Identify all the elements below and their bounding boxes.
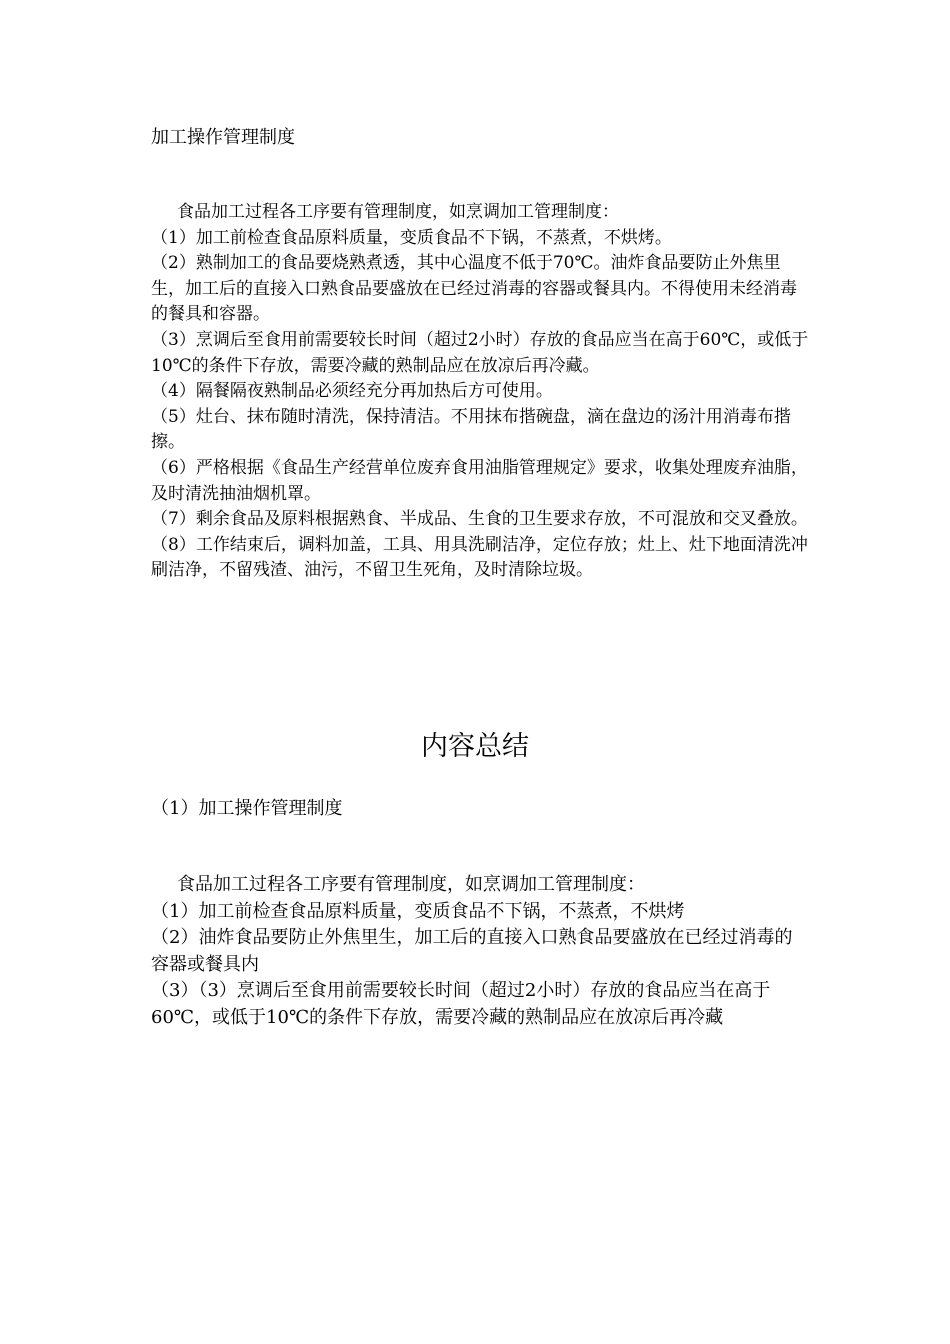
section-item-5: （5）灶台、抹布随时清洗，保持清洁。不用抹布揩碗盘，滴在盘边的汤汁用消毒布揩擦。 [151,406,791,453]
section-item-6: （6）严格根据《食品生产经营单位废弃食用油脂管理规定》要求，收集处理废弃油脂，及时清洗抽油烟机罩。 [151,457,808,504]
section-heading: 加工操作管理制度 [151,127,295,148]
section-item-8: （8）工作结束后，调料加盖，工具、用具洗刷洁净，定位存放；灶上、灶下地面清洗冲刷洁净，不留残渣、油污，不留卫生死角，及时清除垃圾。 [151,534,808,581]
summary-item-1: （1）加工前检查食品原料质量，变质食品不下锅，不蒸煮，不烘烤 [151,900,685,922]
section-item-7: （7）剩余食品及原料根据熟食、半成品、生食的卫生要求存放，不可混放和交叉叠放。 [151,509,808,530]
section-intro: 食品加工过程各工序要有管理制度，如烹调加工管理制度： [177,202,619,222]
section-item-1: （1）加工前检查食品原料质量，变质食品不下锅，不蒸煮，不烘烤。 [151,227,672,248]
summary-body [151,872,801,1031]
summary-sub-heading: （1）加工操作管理制度 [151,798,343,819]
section-item-2: （2）熟制加工的食品要烧熟煮透，其中心温度不低于70℃。油炸食品要防止外焦里生，加工后的直接入口熟食品要盛放在已经过消毒的容器或餐具内。不得使用未经消毒的餐具和容器。 [151,253,797,325]
section-item-4: （4）隔餐隔夜熟制品必须经充分再加热后方可使用。 [151,381,553,402]
section-body [151,200,811,584]
summary-title: 内容总结 [421,731,529,762]
summary-item-3: （3）（3）烹调后至食用前需要较长时间（超过2小时）存放的食品应当在高于60℃，或低于10℃的条件下存放，需要冷藏的熟制品应在放凉后再冷藏 [151,980,771,1028]
summary-intro: 食品加工过程各工序要有管理制度，如烹调加工管理制度： [177,874,645,895]
summary-item-2: （2）油炸食品要防止外焦里生，加工后的直接入口熟食品要盛放在已经过消毒的容器或餐具内 [151,927,793,975]
section-item-3: （3）烹调后至食用前需要较长时间（超过2小时）存放的食品应当在高于60℃，或低于10℃的条件下存放，需要冷藏的熟制品应在放凉后再冷藏。 [151,329,809,376]
